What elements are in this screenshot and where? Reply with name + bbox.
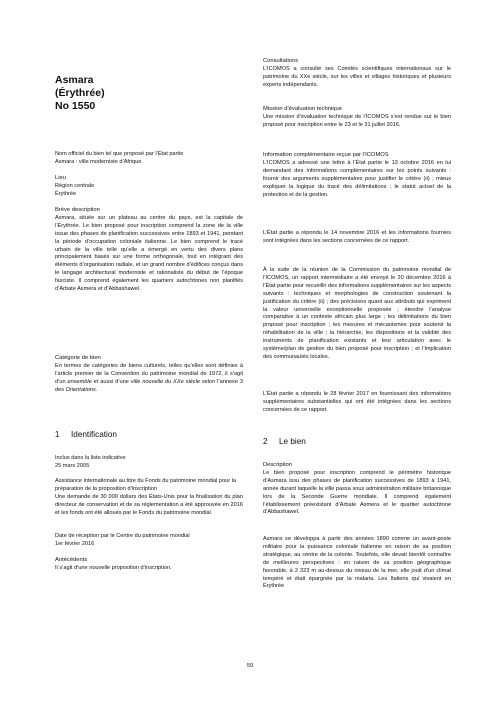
- interim-report-block: [263, 267, 451, 362]
- description-continued-block: [263, 536, 451, 591]
- section-2-title: Le bien: [279, 437, 306, 446]
- brief-description-block: [55, 207, 243, 294]
- page-number: 59: [246, 663, 254, 669]
- additional-info-block: [263, 152, 451, 199]
- section-1-title: Identification: [71, 430, 117, 439]
- reception-label: Date de réception par le Centre du patrimoine mondial: [55, 533, 190, 539]
- mission-label: Mission d’évaluation technique: [263, 106, 342, 112]
- reception-value: 1er février 2016: [55, 540, 95, 547]
- desc2-text: Asmara se développa à partir des années 1890 comme un avant-poste militaire pour la puissance coloniale italienne en raison de sa position stratégique, au centre de la colonie. Toutefois, elle devait bientôt connaître de meilleures perspectives : en raison de sa position géographique favorable, à 2 323 m au-dessus du niveau de la mer, elle jouit d’un climat tempéré et était épargnée par la malaria. Les Italiens qui vivaient en Érythrée: [263, 536, 451, 590]
- desc-text: Le bien proposé pour inscription comprend le périmètre historique d’Asmara issu des phases de planification successives de 1893 à 1941, année durant laquelle la ville passa sous administration militaire britannique lors de la Seconde Guerre mondiale. Il comprend également l’établissement préexistant d’Arbate Asmera et le quartier autochtone d’Abbashawel.: [263, 469, 451, 516]
- tentative-label: Inclus dans la liste indicative: [55, 455, 126, 461]
- brief-label: Brève description: [55, 207, 100, 213]
- place-country: Érythrée: [55, 190, 77, 197]
- info-label: Information complémentaire reçue par l’ICOMOS: [263, 152, 389, 158]
- desc-label: Description: [263, 462, 292, 468]
- category-block: [55, 355, 243, 395]
- reception-block: [55, 533, 243, 549]
- section-2-heading: [263, 437, 451, 447]
- place-region: Région centrale: [55, 182, 95, 189]
- mission-text: Une mission d’évaluation technique de l’ICOMOS s’est rendue sur le bien proposé pour inscription entre le 23 et le 31 juillet 2016.: [263, 113, 451, 128]
- interim-text: À la suite de la réunion de la Commission du patrimoine mondial de l’ICOMOS, un rapport intermédiaire a été envoyé le 20 décembre 2016 à l’État partie pour recueillir des informations supplémentaires sur les aspects suivants : techniques et morphologies de construction soutenant la justification du critère (ii) ; des précisions quant aux attributs qui expriment la valeur universelle exceptionnelle proposée ; étendre l’analyse comparative à un contexte africain plus large ; les délimitations du bien proposé pour inscription ; les mesures et mécanismes pour soutenir la réhabilitation de la ville ; la hiérarchie, les dispositions et la validité des instruments de planification existants et leur articulation avec le système/plan de gestion du bien proposé pour inscription ; et l’implication des communautés locales.: [263, 267, 451, 360]
- title-line-1: Asmara: [55, 74, 94, 86]
- official-name-label: Nom officiel du bien tel que proposé par l’État partie: [55, 151, 184, 157]
- assistance-text: Une demande de 30 000 dollars des États-Unis pour la finalisation du plan directeur de conservation et de sa réglementation a été approuvée en 2016 et les fonds ont été alloués par le Fonds du patrimoine mondial.: [55, 493, 243, 516]
- section-1-heading: [55, 430, 243, 440]
- mission-block: [263, 106, 451, 130]
- background-label: Antécédents: [55, 557, 88, 563]
- category-text: En termes de catégories de biens culturels, telles qu’elles sont définies à l’article premier de la Convention du patrimoine mondial de 1972, il s’agit d’un ensemble et aussi d’une ville nouvelle du XXe siècle selon l’annexe 3 des Orientations.: [55, 362, 243, 393]
- tentative-value: 25 mars 2005: [55, 462, 90, 469]
- category-label: Catégorie de bien: [55, 355, 101, 361]
- official-name-value: Asmara : ville moderniste d’Afrique: [55, 158, 142, 165]
- reply2-block: [263, 391, 451, 415]
- description-block: [263, 462, 451, 517]
- info-text: L’ICOMOS a adressé une lettre à l’État partie le 13 octobre 2016 en lui demandant des informations complémentaires sur les points suivants : fournir des arguments supplémentaires pour justifier le critère (ii) ; mieux expliquer la logique du tracé des délimitations ; le statut actuel de la protection et de la gestion.: [263, 159, 451, 198]
- reply-block: [263, 230, 451, 246]
- background-block: [55, 557, 243, 573]
- reply-text: L’État partie a répondu le 14 novembre 2016 et les informations fournies sont intégrées dans les sections concernées de ce rapport.: [263, 230, 451, 244]
- place-block: [55, 175, 243, 199]
- section-1-number: 1: [55, 430, 60, 439]
- reply2-text: L’État partie a répondu le 28 février 2017 en fournissant des informations supplémentaires substantielles qui ont été intégrées dans les sections concernées de ce rapport.: [263, 391, 451, 413]
- title-line-2: (Érythrée): [55, 87, 105, 99]
- consult-text: L’ICOMOS a consulté ses Comités scientifiques internationaux sur le patrimoine du XXe siècle, sur les villes et villages historiques et plusieurs experts indépendants.: [263, 65, 451, 88]
- assistance-label: Assistance internationale au titre du Fonds du patrimoine mondial pour la préparation de la proposition d’inscription: [55, 478, 236, 492]
- consult-label: Consultations: [263, 58, 299, 64]
- tentative-block: [55, 455, 243, 471]
- brief-text: Asmara, située sur un plateau au centre du pays, est la capitale de l’Érythrée. Le bien proposé pour inscription comprend la zone de la ville issue des phases de planification successives entre 1893 et 1941, pendant la période d’occupation coloniale italienne. Le bien comprend le tracé urbain de la ville telle qu’elle a émergé en vertu des divers plans principalement basés sur une forme orthogonale, tout en intégrant des éléments d’organisation radiale, et un grand nombre d’édifices conçus dans le langage architectural moderniste et rationaliste du début de l’époque fasciste. Il comprend également les quartiers autochtones non planifiés d’Arbate Asmera et d’Abbashawel.: [55, 214, 243, 293]
- official-name-block: [55, 151, 243, 167]
- page-title: [55, 74, 105, 113]
- consultations-block: [263, 58, 451, 90]
- background-text: Il s’agit d’une nouvelle proposition d’inscription.: [55, 564, 172, 571]
- assistance-block: [55, 478, 243, 518]
- place-label: Lieu: [55, 175, 66, 181]
- title-line-3: No 1550: [55, 100, 96, 112]
- section-2-number: 2: [263, 437, 268, 446]
